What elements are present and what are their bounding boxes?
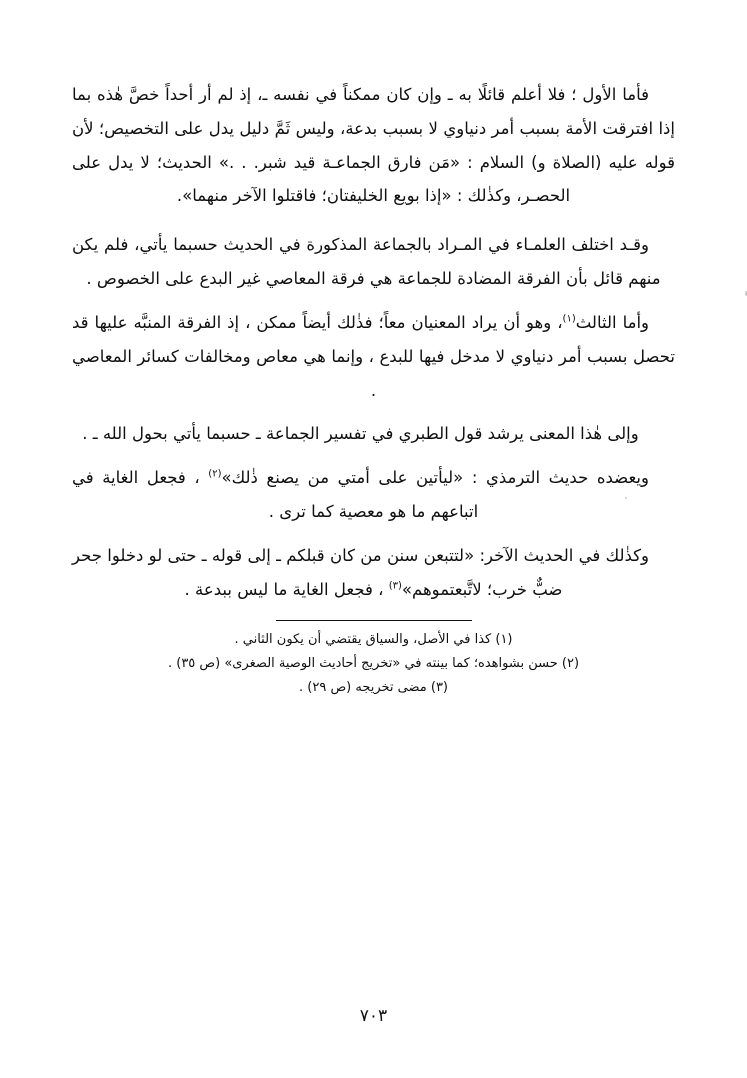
paragraph-2: وقـد اختلف العلمـاء في المـراد بالجماعة المذكورة في الحديث حسبما يأتي، فلم يكن منهم قائل بأن الفرقة المضادة للجماعة هي فرقة المعاصي غير البدع على الخصوص . — [72, 235, 661, 289]
paragraph-5: ويعضده حديث الترمذي : «ليأتين على أمتي من يصنع ذٰلك»$^{(٢)}$ ، فجعل الغاية في اتباعهم ما هو معصية كما ترى . — [72, 468, 649, 521]
footnote-marker: (٣) — [388, 580, 402, 592]
paragraph-6: وكذٰلك في الحديث الآخر: «لتتبعن سنن من كان قبلكم ـ إلى قوله ـ حتى لو دخلوا جحر ضبٌّ خرب؛ لاتَّبعتموهم»$^{(٣)}$ ، فجعل الغاية ما ليس ببدعة . — [72, 545, 649, 599]
footnote-3: (٣) مضى تخريجه (ص ٢٩) . — [299, 680, 448, 696]
paragraph-3 — [72, 306, 675, 407]
footnote-rule — [276, 620, 472, 621]
footnote-marker: (١) — [562, 313, 576, 325]
paragraph-4: وإلى هٰذا المعنى يرشد قول الطبري في تفسير الجماعة ـ حسبما يأتي بحول الله ـ . — [82, 424, 639, 444]
footnotes-block — [72, 628, 675, 700]
footnote-2: (٢) حسن بشواهده؛ كما بينته في «تخريج أحاديث الوصية الصغرى» (ص ٣٥) . — [167, 656, 580, 672]
footnote-1: (١) كذا في الأصل، والسياق يقتضي أن يكون الثاني . — [234, 632, 513, 648]
footnote-marker: (٢) — [208, 468, 222, 480]
page-number: ٧٠٣ — [359, 1006, 388, 1026]
paragraph-spacer — [72, 219, 675, 228]
body-text-block — [72, 78, 675, 606]
paragraph-1: فأما الأول ؛ فلا أعلم قائلًا به ـ وإن كان ممكناً في نفسه ـ، إذ لم أر أحداً خصَّ هٰذه بما إذا افترقت الأمة بسبب أمر دنياوي لا بسبب بدعة، وليس ثَمَّ دليل يدل على التخصيص؛ لأن قوله عليه (الصلاة و) السلام : «مَن فارق الجماعـة قيد شبر. . .» الحديث؛ لا يدل على الحصـر، وكذٰلك : «إذا بويع الخليفتان؛ فاقتلوا الآخر منهما». — [72, 85, 675, 206]
footnote-separator — [72, 620, 675, 621]
paper-speck — [625, 497, 627, 499]
paragraph-3-text: وأما الثالث$^{(١)}$، وهو أن يراد المعنيان معاً؛ فذٰلك أيضاً ممكن ، إذ الفرقة المنبَّه عليها قد تحصل بسبب أمر دنياوي لا مدخل فيها للبدع ، وإنما هي معاص ومخالفات كسائر المعاصي . — [72, 312, 675, 400]
